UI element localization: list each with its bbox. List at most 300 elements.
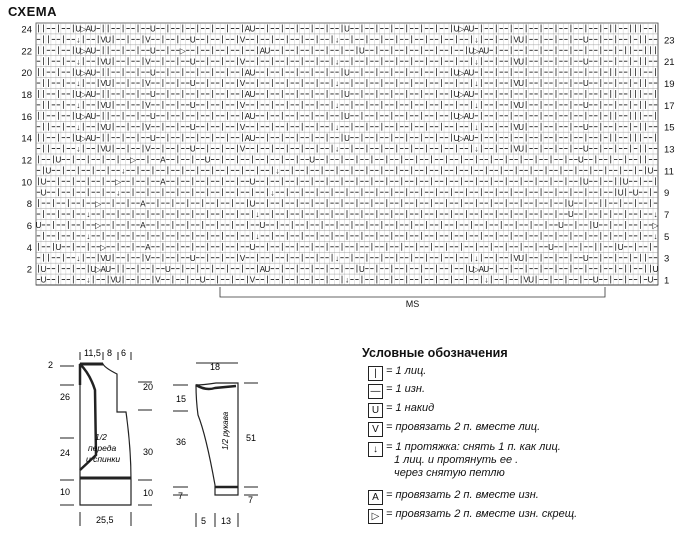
svg-text:V: V (239, 35, 246, 45)
chart-cell (309, 154, 315, 165)
chart-cell (56, 241, 62, 252)
svg-text:A: A (85, 46, 91, 56)
legend-title: Условные обозначения (362, 346, 508, 360)
svg-text:↓: ↓ (474, 57, 479, 67)
svg-text:▷: ▷ (80, 24, 87, 34)
chart-cell (583, 56, 589, 67)
sleeve-left-dim-3: 7 (178, 491, 184, 501)
svg-text:U: U (344, 68, 350, 78)
svg-text:U: U (344, 90, 350, 100)
chart-cell (95, 220, 102, 231)
svg-text:V: V (513, 35, 519, 45)
chart-cell (105, 56, 111, 67)
svg-text:A: A (463, 90, 470, 100)
chart-cell (250, 176, 256, 187)
svg-text:U: U (264, 46, 271, 56)
body-left-dim-4: 10 (60, 487, 71, 497)
body-left-dim-2: 26 (60, 392, 71, 402)
chart-cell (568, 198, 574, 209)
chart-cell (653, 263, 659, 274)
svg-text:U: U (518, 35, 525, 45)
legend-symbol-icon: A (368, 490, 383, 505)
chart-cell (150, 110, 156, 121)
chart-cell (76, 78, 80, 89)
row-number: 3 (664, 253, 670, 265)
chart-cell (474, 143, 478, 154)
chart-cell (90, 45, 96, 56)
svg-text:A: A (244, 68, 251, 78)
chart-cell (568, 209, 574, 220)
chart-cell (105, 78, 111, 89)
chart-cell (648, 165, 654, 176)
chart-cell (344, 67, 350, 78)
svg-text:V: V (100, 35, 106, 45)
chart-cell (86, 230, 90, 241)
svg-text:U: U (518, 79, 525, 89)
svg-text:V: V (513, 79, 519, 89)
body-schematic (0, 330, 190, 540)
svg-text:U: U (90, 90, 97, 100)
svg-text:A: A (478, 46, 485, 56)
chart-cell (190, 143, 196, 154)
chart-cell (335, 56, 339, 67)
row-number: 4 (26, 242, 32, 254)
sleeve-left-dim-2: 36 (176, 437, 187, 447)
svg-text:A: A (463, 24, 470, 34)
chart-cell (250, 198, 256, 209)
row-number: 23 (664, 35, 675, 47)
chart-cell (335, 252, 339, 263)
svg-text:↓: ↓ (76, 57, 81, 67)
chart-cell (653, 209, 657, 220)
sleeve-left-dim-1: 15 (176, 394, 187, 404)
chart-cell (90, 89, 96, 100)
chart-cell (648, 274, 654, 285)
chart-cell (474, 252, 478, 263)
chart-cell (469, 110, 475, 121)
sleeve-label: 1/2 рукава (221, 411, 230, 450)
chart-cell (583, 143, 589, 154)
chart-cell (264, 263, 270, 274)
svg-text:A: A (244, 24, 251, 34)
chart-cell (115, 274, 121, 285)
chart-cell (76, 121, 80, 132)
body-left-dim-1: 2 (48, 360, 54, 370)
body-right-dim-2: 30 (143, 447, 154, 457)
chart-cell (250, 23, 256, 34)
svg-text:↓: ↓ (76, 101, 81, 111)
chart-cell (335, 121, 339, 132)
svg-text:V: V (145, 79, 151, 89)
chart-cell (200, 274, 206, 285)
body-top-width-2: 8 (107, 348, 113, 358)
chart-cell (76, 34, 80, 45)
chart-cell (469, 89, 475, 100)
legend-item (368, 402, 434, 417)
legend-text: = 1 изн. (386, 383, 425, 395)
row-number: 19 (664, 79, 675, 90)
chart-cell (653, 230, 657, 241)
svg-text:▷: ▷ (458, 68, 465, 78)
svg-text:U: U (453, 90, 460, 100)
svg-text:↓: ↓ (335, 57, 340, 67)
svg-text:U: U (75, 24, 82, 34)
body-right-dim-1: 20 (143, 382, 154, 392)
legend-item (368, 489, 539, 504)
chart-cell (150, 89, 156, 100)
chart-cell (41, 263, 47, 274)
page-title: СХЕМА (8, 4, 57, 19)
chart-cell (518, 143, 524, 154)
chart-cell (115, 176, 122, 187)
svg-text:U: U (249, 90, 256, 100)
row-number: 20 (21, 68, 32, 80)
chart-cell (335, 143, 339, 154)
svg-text:U: U (468, 90, 475, 100)
svg-text:A: A (85, 90, 91, 100)
sleeve-right-dim-1: 51 (246, 433, 257, 443)
chart-cell (474, 34, 478, 45)
body-top-width-3: 6 (121, 348, 127, 358)
legend-item (368, 421, 540, 436)
chart-cell (255, 230, 259, 241)
row-number: 16 (21, 111, 32, 123)
svg-text:U: U (249, 68, 256, 78)
chart-cell (469, 23, 475, 34)
svg-text:U: U (90, 24, 97, 34)
row-number: 13 (664, 144, 675, 156)
chart-cell (150, 132, 156, 143)
chart-cell (95, 198, 102, 209)
svg-text:▷: ▷ (179, 46, 186, 56)
chart-cell (90, 67, 96, 78)
chart-cell (474, 78, 478, 89)
svg-text:V: V (239, 79, 246, 89)
legend-item (368, 508, 577, 523)
svg-text:U: U (75, 46, 82, 56)
chart-cell (593, 220, 599, 231)
svg-text:▷: ▷ (458, 90, 465, 100)
svg-text:U: U (150, 46, 156, 56)
chart-cell (190, 99, 196, 110)
chart-cell (633, 187, 639, 198)
chart-cell (583, 78, 589, 89)
svg-text:U: U (582, 79, 589, 89)
chart-cell (474, 56, 478, 67)
svg-text:A: A (85, 24, 91, 34)
chart-cell (275, 165, 279, 176)
chart-cell (165, 263, 171, 274)
body-right-dim-3: 10 (143, 488, 154, 498)
row-number: 8 (26, 199, 32, 211)
svg-text:U: U (359, 46, 365, 56)
chart-cell (41, 176, 47, 187)
chart-cell (100, 241, 107, 252)
sleeve-schematic (168, 355, 278, 540)
chart-cell (90, 110, 96, 121)
chart-cell (484, 274, 488, 285)
chart-cell (76, 56, 80, 67)
svg-text:U: U (90, 46, 97, 56)
legend-text: через снятую петлю (394, 467, 505, 479)
chart-cell (344, 110, 350, 121)
legend-item (368, 365, 426, 380)
chart-cell (583, 99, 589, 110)
legend-text: = провязать 2 п. вместе изн. (386, 489, 539, 501)
svg-text:U: U (105, 35, 112, 45)
row-number: 6 (26, 220, 32, 232)
svg-text:↓: ↓ (335, 101, 340, 111)
svg-text:V: V (145, 57, 151, 67)
svg-text:U: U (105, 79, 112, 89)
svg-text:↓: ↓ (335, 79, 340, 89)
chart-cell (518, 34, 524, 45)
chart-cell (76, 99, 80, 110)
chart-cell (474, 99, 478, 110)
svg-text:U: U (453, 24, 460, 34)
body-left-dim-3: 24 (60, 448, 71, 458)
svg-text:U: U (150, 24, 156, 34)
chart-cell (264, 45, 270, 56)
chart-cell (335, 34, 339, 45)
chart-cell (652, 220, 659, 231)
row-number: 15 (664, 122, 675, 134)
chart-cell (518, 121, 524, 132)
svg-text:↓: ↓ (76, 35, 81, 45)
svg-text:U: U (189, 79, 196, 89)
svg-text:▷: ▷ (80, 68, 87, 78)
row-number: 12 (21, 155, 32, 167)
chart-cell (90, 132, 96, 143)
body-label-3: и спинки (86, 454, 121, 464)
chart-cell (593, 274, 599, 285)
chart-cell (578, 154, 584, 165)
svg-text:U: U (468, 68, 475, 78)
chart-cell (518, 99, 524, 110)
repeat-bracket (220, 287, 605, 297)
row-number: 21 (664, 57, 675, 69)
svg-text:↓: ↓ (335, 35, 340, 45)
chart-cell (56, 154, 62, 165)
legend-symbol-icon: — (368, 384, 383, 399)
row-number: 5 (664, 231, 670, 243)
chart-cell (469, 132, 475, 143)
svg-text:↓: ↓ (474, 79, 479, 89)
chart-cell (190, 34, 196, 45)
sleeve-bottom-width-2: 13 (221, 516, 232, 526)
legend-text: = провязать 2 п. вместе изн. скрещ. (386, 508, 578, 520)
svg-text:U: U (150, 68, 156, 78)
svg-text:U: U (90, 68, 97, 78)
svg-text:▷: ▷ (80, 46, 87, 56)
chart-cell (483, 45, 489, 56)
svg-text:▷: ▷ (80, 90, 87, 100)
svg-text:U: U (75, 90, 82, 100)
chart-cell (105, 252, 111, 263)
chart-cell (345, 274, 349, 285)
chart-cell (105, 34, 111, 45)
row-number: 11 (664, 166, 674, 178)
svg-text:V: V (100, 57, 106, 67)
row-number: 2 (26, 264, 32, 276)
chart-cell (90, 23, 96, 34)
chart-cell (270, 187, 274, 198)
chart-cell (583, 34, 589, 45)
svg-text:U: U (189, 35, 196, 45)
chart-cell (250, 132, 256, 143)
chart-cell (250, 241, 256, 252)
legend-symbol-icon: ↓ (368, 442, 383, 457)
svg-text:V: V (513, 57, 519, 67)
chart-cell (190, 252, 196, 263)
chart-cell (618, 241, 624, 252)
chart-cell (483, 263, 489, 274)
chart-cell (116, 187, 120, 198)
chart-cell (583, 252, 589, 263)
legend-text: = провязать 2 п. вместе лиц. (386, 421, 541, 433)
row-number: 17 (664, 100, 675, 112)
svg-text:A: A (463, 68, 470, 78)
body-top-width-1: 11,5 (84, 348, 101, 358)
chart-cell (86, 274, 90, 285)
body-label-1: 1/2 (95, 432, 107, 442)
legend-symbol-icon: | (368, 366, 383, 381)
chart-cell (130, 154, 137, 165)
chart-cell (250, 67, 256, 78)
chart-cell (469, 67, 475, 78)
legend-symbol-icon: V (368, 422, 383, 437)
svg-text:U: U (582, 57, 589, 67)
legend-text: = 1 протяжка: снять 1 п. как лиц. (386, 441, 561, 453)
chart-cell (255, 209, 259, 220)
chart-cell (250, 110, 256, 121)
row-number: 14 (21, 133, 32, 145)
chart-cell (41, 187, 47, 198)
chart-cell (548, 241, 554, 252)
svg-text:V: V (100, 101, 106, 111)
chart-cell (105, 143, 111, 154)
legend-text: 1 лиц. и протянуть ее . (394, 454, 519, 466)
chart-cell (518, 78, 524, 89)
chart-cell (359, 263, 365, 274)
chart-cell (205, 154, 211, 165)
row-number: 18 (21, 89, 32, 101)
body-bottom-width: 25,5 (96, 515, 114, 525)
chart-cell (180, 45, 187, 56)
row-number: 10 (21, 177, 32, 189)
svg-text:U: U (75, 68, 82, 78)
chart-cell (518, 56, 524, 67)
chart-cell (41, 274, 47, 285)
chart-cell (583, 121, 589, 132)
legend-text: = 1 накид (386, 402, 435, 414)
row-number: 7 (664, 210, 670, 221)
svg-text:U: U (189, 57, 196, 67)
chart-cell (86, 209, 90, 220)
svg-text:U: U (468, 24, 475, 34)
sleeve-top-width: 18 (210, 362, 221, 372)
chart-cell (335, 99, 339, 110)
chart-cell (121, 165, 125, 176)
legend-item (368, 441, 561, 480)
chart-cell (260, 220, 266, 231)
chart-cell (105, 121, 111, 132)
chart-cell (76, 252, 80, 263)
svg-text:▷: ▷ (473, 46, 480, 56)
svg-text:U: U (483, 46, 490, 56)
svg-text:V: V (239, 101, 246, 111)
chart-cell (250, 89, 256, 100)
chart-cell (105, 263, 111, 274)
body-label-2: переда (88, 443, 117, 453)
svg-text:↓: ↓ (76, 79, 81, 89)
chart-cell (150, 23, 156, 34)
svg-text:V: V (100, 79, 106, 89)
chart-cell (36, 220, 42, 231)
legend-text: = 1 лиц. (386, 365, 427, 377)
svg-text:A: A (244, 90, 251, 100)
svg-text:V: V (145, 35, 151, 45)
svg-text:U: U (150, 90, 156, 100)
svg-text:A: A (85, 68, 91, 78)
legend-item (368, 383, 425, 398)
chart-cell (474, 121, 478, 132)
chart-cell (618, 187, 624, 198)
chart-cell (583, 176, 589, 187)
row-number: 24 (21, 24, 32, 36)
chart-cell (344, 132, 350, 143)
chart-cell (190, 78, 196, 89)
svg-text:U: U (582, 35, 589, 45)
svg-text:A: A (259, 46, 266, 56)
row-number: 22 (21, 46, 32, 58)
svg-text:V: V (239, 57, 246, 67)
chart-cell (150, 45, 156, 56)
svg-text:V: V (145, 101, 151, 111)
row-number: 9 (664, 188, 670, 200)
chart-cell (105, 99, 111, 110)
chart-cell (335, 78, 339, 89)
svg-text:U: U (105, 101, 112, 111)
chart-cell (558, 220, 564, 231)
svg-text:U: U (453, 68, 460, 78)
chart-cell (344, 23, 350, 34)
chart-cell (623, 176, 629, 187)
chart-cell (76, 143, 80, 154)
sleeve-right-dim-2: 7 (248, 495, 254, 505)
chart-cell (190, 121, 196, 132)
chart-cell (150, 67, 156, 78)
repeat-label: MS (405, 299, 420, 309)
chart-cell (46, 165, 52, 176)
sleeve-bottom-width-1: 5 (201, 516, 207, 526)
chart-cell (344, 89, 350, 100)
chart-cell (528, 274, 534, 285)
row-number: 1 (664, 275, 670, 287)
chart-cell (359, 45, 365, 56)
svg-text:▷: ▷ (458, 24, 465, 34)
svg-text:U: U (468, 46, 475, 56)
chart-cell (518, 252, 524, 263)
svg-text:U: U (105, 57, 112, 67)
svg-text:↓: ↓ (474, 35, 479, 45)
svg-text:U: U (249, 24, 256, 34)
legend-symbol-icon: ▷ (368, 509, 383, 524)
legend-symbol-icon: U (368, 403, 383, 418)
svg-text:U: U (518, 57, 525, 67)
chart-cell (190, 56, 196, 67)
svg-text:U: U (344, 24, 350, 34)
